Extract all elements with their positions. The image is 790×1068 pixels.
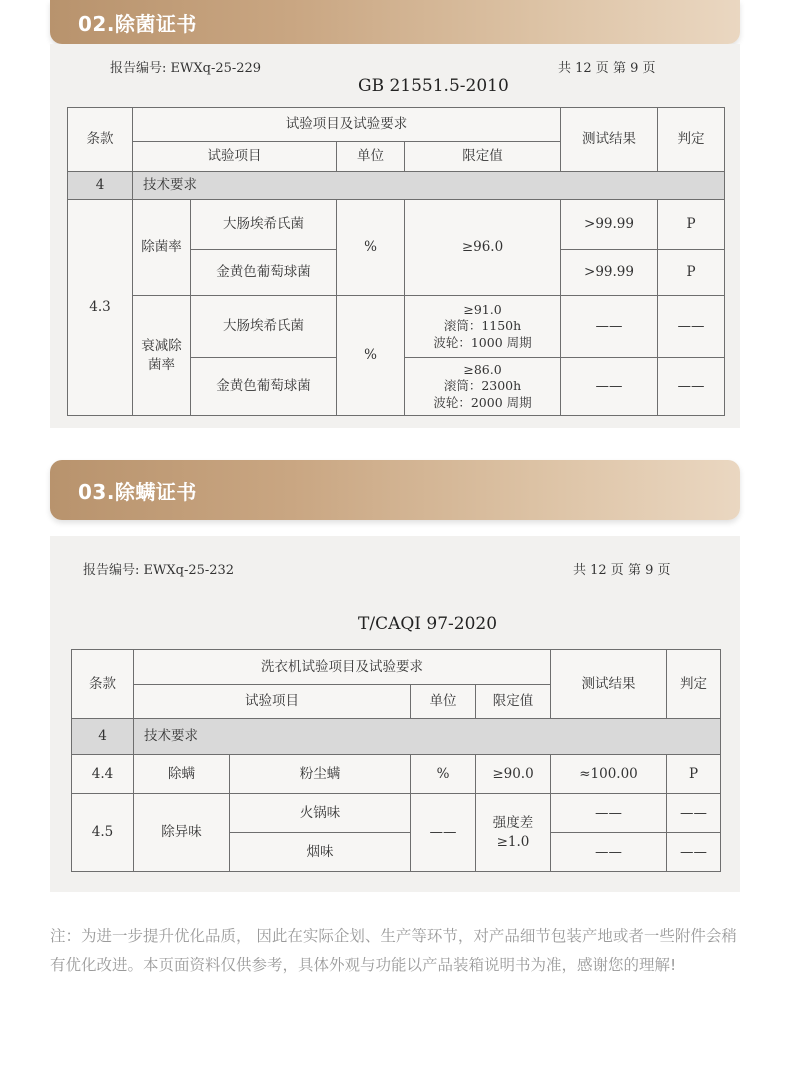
clause-cell: 4.3 [68, 200, 133, 416]
item-cell: 大肠埃希氏菌 [191, 296, 337, 358]
header-result: 测试结果 [561, 108, 658, 172]
header-result: 测试结果 [551, 650, 667, 719]
mite-removal-certificate [50, 536, 740, 892]
limit-line: 波轮：1000 周期 [433, 334, 532, 350]
section-clause: 4 [68, 172, 133, 200]
clause-cell: 4.4 [72, 755, 134, 794]
verdict-cell: P [658, 200, 725, 250]
limit-line: 波轮：2000 周期 [433, 394, 532, 410]
limit-cell [476, 794, 551, 872]
clause-cell: 4.5 [72, 794, 134, 872]
item-cell: 大肠埃希氏菌 [191, 200, 337, 250]
category-cell [133, 296, 191, 416]
header-group: 试验项目及试验要求 [133, 108, 561, 142]
section-title: 03.除螨证书 [78, 479, 197, 504]
result-cell: —— [561, 296, 658, 358]
header-unit: 单位 [411, 685, 476, 719]
table-row [72, 794, 721, 833]
limit-cell [405, 296, 561, 358]
category-cell: 除异味 [134, 794, 230, 872]
result-cell: —— [551, 794, 667, 833]
limit-line: 滚筒：2300h [443, 378, 522, 394]
table-header-row [72, 650, 721, 685]
limit-line: 强度差 [492, 815, 534, 832]
limit-cell: ≥96.0 [405, 200, 561, 296]
header-unit: 单位 [337, 142, 405, 172]
report-number: 报告编号: EWXq-25-232 [83, 563, 235, 578]
header-clause: 条款 [72, 650, 134, 719]
item-cell: 金黄色葡萄球菌 [191, 250, 337, 296]
result-cell: ≈100.00 [551, 755, 667, 794]
antibacterial-certificate [50, 44, 740, 428]
table-row [68, 296, 725, 358]
limit-cell: ≥90.0 [476, 755, 551, 794]
verdict-cell: —— [667, 833, 721, 872]
standard-code: GB 21551.5-2010 [358, 76, 509, 96]
section-title: 02.除菌证书 [78, 11, 197, 36]
standard-code: T/CAQI 97-2020 [358, 614, 498, 634]
page-count: 共 12 页 第 9 页 [573, 563, 671, 578]
section-label: 技术要求 [134, 719, 721, 755]
section-banner-antibacterial [50, 0, 740, 44]
category-cell: 除菌率 [133, 200, 191, 296]
header-item: 试验项目 [134, 685, 411, 719]
header-verdict: 判定 [658, 108, 725, 172]
header-item: 试验项目 [133, 142, 337, 172]
header-group: 洗衣机试验项目及试验要求 [134, 650, 551, 685]
limit-line: ≥86.0 [463, 362, 502, 378]
category-line: 衰减除 [141, 338, 182, 355]
table-section-row [68, 172, 725, 200]
result-cell: —— [561, 358, 658, 416]
unit-cell: —— [411, 794, 476, 872]
verdict-cell: P [658, 250, 725, 296]
result-cell: >99.99 [561, 250, 658, 296]
verdict-cell: —— [658, 358, 725, 416]
report-number: 报告编号: EWXq-25-229 [110, 61, 262, 76]
limit-line: ≥1.0 [496, 833, 530, 850]
page-count: 共 12 页 第 9 页 [558, 61, 656, 76]
limit-cell [405, 358, 561, 416]
verdict-cell: —— [667, 794, 721, 833]
unit-cell: % [411, 755, 476, 794]
section-clause: 4 [72, 719, 134, 755]
item-cell: 金黄色葡萄球菌 [191, 358, 337, 416]
item-cell: 烟味 [230, 833, 411, 872]
header-limit: 限定值 [476, 685, 551, 719]
header-clause: 条款 [68, 108, 133, 172]
unit-cell: % [337, 296, 405, 416]
table-row [68, 200, 725, 250]
limit-line: 滚筒：1150h [443, 318, 522, 334]
mite-removal-table [71, 649, 721, 872]
header-verdict: 判定 [667, 650, 721, 719]
table-section-row [72, 719, 721, 755]
antibacterial-table [67, 107, 725, 416]
section-label: 技术要求 [133, 172, 725, 200]
table-header-row [68, 108, 725, 142]
category-cell: 除螨 [134, 755, 230, 794]
limit-line: ≥91.0 [463, 302, 502, 318]
verdict-cell: —— [658, 296, 725, 358]
result-cell: —— [551, 833, 667, 872]
unit-cell: % [337, 200, 405, 296]
table-row [72, 755, 721, 794]
disclaimer-note: 注：为进一步提升优化品质， 因此在实际企划、生产等环节，对产品细节包装产地或者一些附件会稍有优化改进。本页面资料仅供参考，具体外观与功能以产品装箱说明书为准，感谢您的理解! [50, 927, 737, 974]
item-cell: 粉尘螨 [230, 755, 411, 794]
result-cell: >99.99 [561, 200, 658, 250]
header-limit: 限定值 [405, 142, 561, 172]
category-line: 菌率 [148, 356, 175, 373]
section-banner-mite-removal [50, 460, 740, 520]
item-cell: 火锅味 [230, 794, 411, 833]
verdict-cell: P [667, 755, 721, 794]
